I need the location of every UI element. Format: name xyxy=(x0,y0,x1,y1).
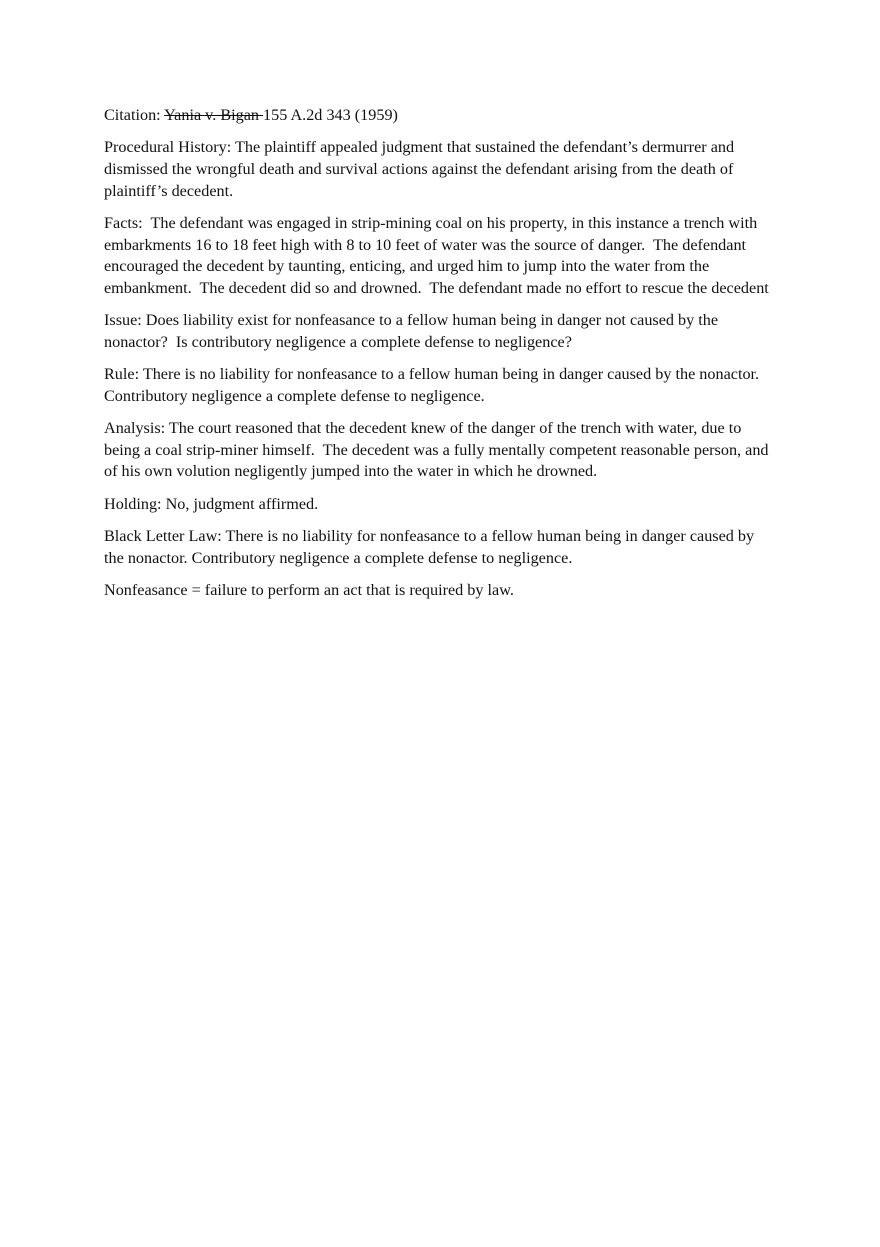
analysis-paragraph: Analysis: The court reasoned that the decedent knew of the danger of the trench with water, due to being a coal strip-miner himself. The decedent was a fully mentally competent reasonable person, and of his own volution negligently jumped into the water in which he drowned. xyxy=(104,419,773,481)
black-letter-law-paragraph: Black Letter Law: There is no liability for nonfeasance to a fellow human being in danger caused by the nonactor. Contributory negligence a complete defense to negligence. xyxy=(104,527,759,567)
issue-paragraph: Issue: Does liability exist for nonfeasance to a fellow human being in danger not caused by the nonactor? Is contributory negligence a complete defense to negligence? xyxy=(104,311,723,351)
holding-paragraph: Holding: No, judgment affirmed. xyxy=(104,494,319,513)
document-page xyxy=(104,105,776,612)
facts-paragraph: Facts: The defendant was engaged in strip-mining coal on his property, in this instance a trench with embarkments 16 to 18 feet high with 8 to 10 feet of water was the source of danger. The defendant encouraged the decedent by taunting, enticing, and urged him to jump into the water from the embankment. The decedent did so and drowned. The defendant made no effort to rescue the decedent xyxy=(104,213,769,297)
rule-paragraph: Rule: There is no liability for nonfeasance to a fellow human being in danger caused by the nonactor. Contributory negligence a complete defense to negligence. xyxy=(104,365,764,405)
procedural-history-paragraph: Procedural History: The plaintiff appealed judgment that sustained the defendant’s dermurrer and dismissed the wrongful death and survival actions against the defendant arising from the death of plaintiff’s decedent. xyxy=(104,138,739,200)
definition-paragraph: Nonfeasance = failure to perform an act that is required by law. xyxy=(104,581,514,600)
case-name-link[interactable]: Yania v. Bigan xyxy=(164,106,264,124)
citation-paragraph xyxy=(104,105,776,127)
citation-reporter: 155 A.2d 343 (1959) xyxy=(263,106,398,124)
citation-label: Citation: xyxy=(104,106,165,124)
